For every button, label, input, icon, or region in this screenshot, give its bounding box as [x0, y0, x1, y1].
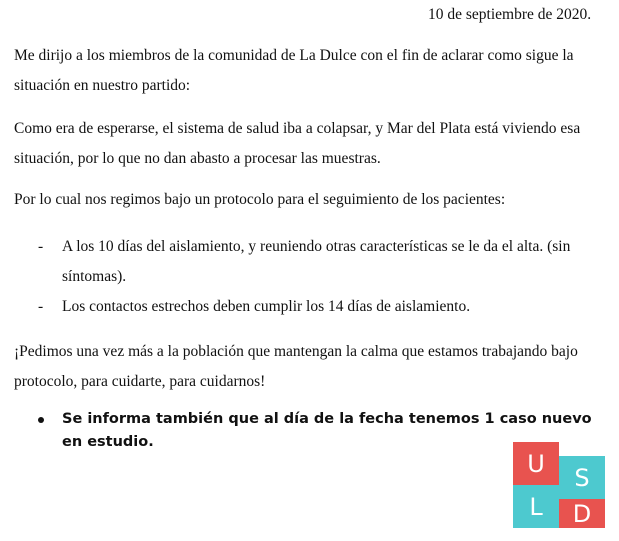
- logo-tile-s: S: [559, 456, 605, 499]
- bullet-text: Se informa también que al día de la fecha tenemos 1 caso nuevo en estudio.: [62, 411, 592, 450]
- logo-tile-d: D: [559, 499, 605, 528]
- paragraph-situation: Como era de esperarse, el sistema de salud iba a colapsar, y Mar del Plata está viviendo esa situación, por lo que no dan abasto a procesar las muestras.: [14, 120, 581, 167]
- paragraph-protocol: Por lo cual nos regimos bajo un protocolo para el seguimiento de los pacientes:: [14, 191, 506, 208]
- dash-item-text: A los 10 días del aislamiento, y reuniendo otras características se le da el alta. (sin síntomas).: [62, 238, 571, 285]
- dash-list-item: [14, 292, 614, 322]
- logo-tile-l: L: [513, 485, 559, 528]
- letter-date: 10 de septiembre de 2020.: [428, 6, 592, 23]
- dash-marker: -: [38, 238, 44, 255]
- bullet-dot-icon: [38, 417, 44, 423]
- paragraph-closing: ¡Pedimos una vez más a la población que mantengan la calma que estamos trabajando bajo protocolo, para cuidarte, para cuidarnos!: [14, 343, 578, 390]
- dash-marker: -: [38, 298, 44, 315]
- usld-logo: [513, 442, 605, 528]
- dash-item-text: Los contactos estrechos deben cumplir los 14 días de aislamiento.: [62, 298, 471, 315]
- dash-list-item: [14, 232, 614, 292]
- paragraph-intro: Me dirijo a los miembros de la comunidad de La Dulce con el fin de aclarar como sigue la situación en nuestro partido:: [14, 47, 574, 94]
- logo-tile-u: U: [513, 442, 559, 485]
